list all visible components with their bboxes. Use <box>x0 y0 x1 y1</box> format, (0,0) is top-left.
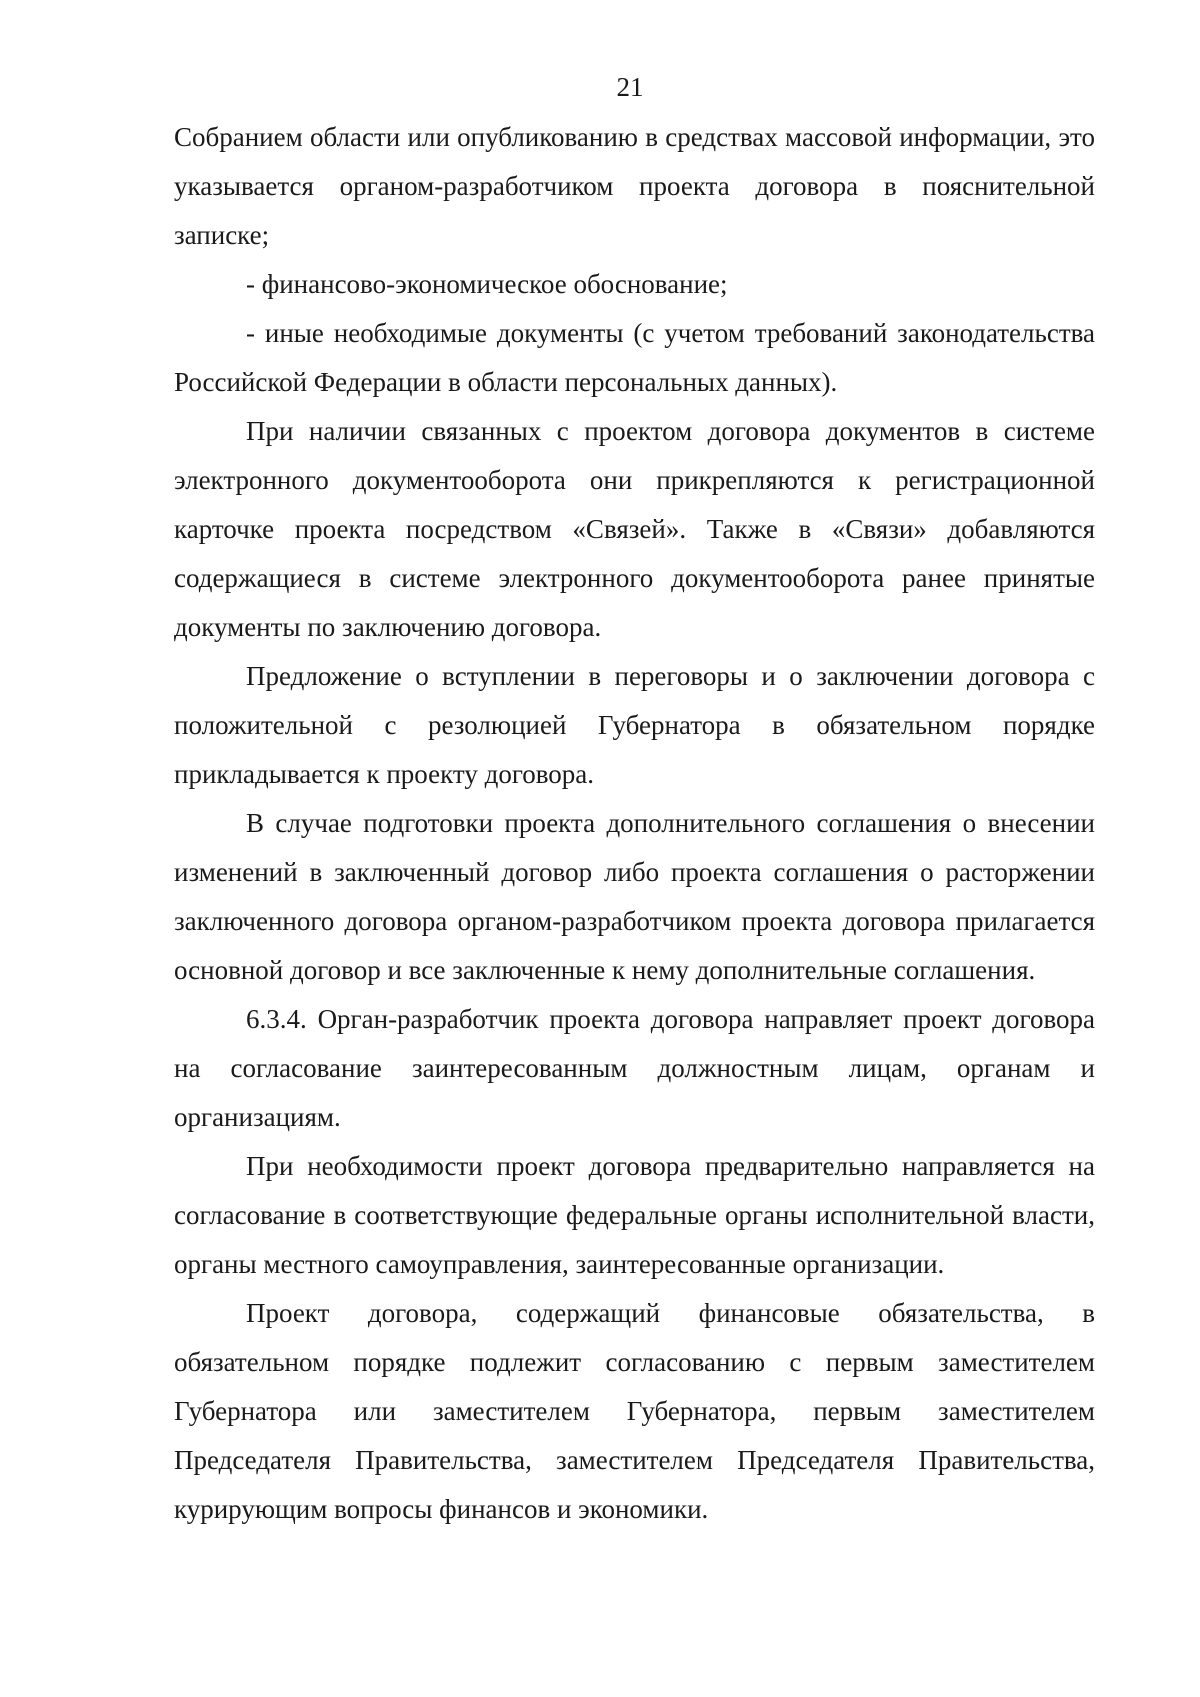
paragraph-related-documents: При наличии связанных с проектом договора документов в системе электронного документооборота они прикрепляются к регистрационной карточке проекта посредством «Связей». Также в «Связи» добавляются содержащиеся в системе электронного документооборота ранее принятые документы по заключению договора. <box>174 416 1095 642</box>
paragraph-financial-justification: - финансово-экономическое обоснование; <box>246 269 728 299</box>
paragraph-other-documents: - иные необходимые документы (с учетом требований законодательства Российской Федерации в области персональных данных). <box>174 318 1095 397</box>
page-number: 21 <box>616 72 644 102</box>
paragraph-section-6-3-4: 6.3.4. Орган-разработчик проекта договора направляет проект договора на согласование заинтересованным должностным лицам, органам и организациям. <box>174 1004 1095 1132</box>
paragraph-supplementary-agreement: В случае подготовки проекта дополнительного соглашения о внесении изменений в заключенный договор либо проекта соглашения о расторжении заключенного договора органом-разработчиком проекта договора прилагается основной договор и все заключенные к нему дополнительные соглашения. <box>174 808 1095 985</box>
paragraph-financial-obligations: Проект договора, содержащий финансовые обязательства, в обязательном порядке подлежит согласованию с первым заместителем Губернатора или заместителем Губернатора, первым заместителем Председателя Правительства, заместителем Председателя Правительства, курирующим вопросы финансов и экономики. <box>174 1298 1095 1524</box>
paragraph-continuation: Собранием области или опубликованию в средствах массовой информации, это указывается органом-разработчиком проекта договора в пояснительной записке; <box>174 122 1095 250</box>
paragraph-preliminary-approval: При необходимости проект договора предварительно направляется на согласование в соответствующие федеральные органы исполнительной власти, органы местного самоуправления, заинтересованные организации. <box>174 1151 1095 1279</box>
document-body <box>174 113 1095 1534</box>
paragraph-governor-resolution: Предложение о вступлении в переговоры и о заключении договора с положительной с резолюцией Губернатора в обязательном порядке прикладывается к проекту договора. <box>174 661 1095 789</box>
